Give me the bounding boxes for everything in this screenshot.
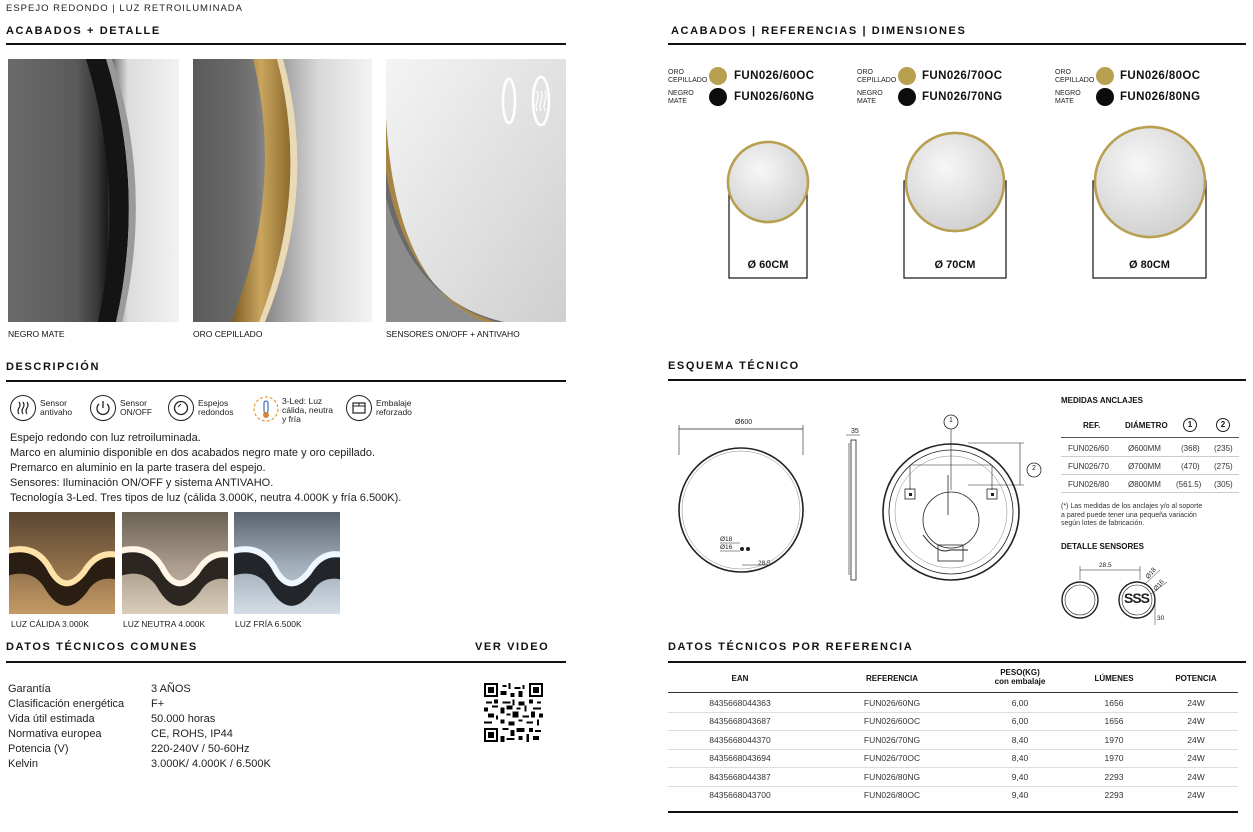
cell-ref: FUN026/60NG: [863, 698, 921, 708]
dim-d18: Ø18: [720, 536, 733, 543]
spec-label: Normativa europea: [8, 728, 102, 740]
description-line: Sensores: Iluminación ON/OFF y sistema ANTIVAHO.: [10, 477, 274, 489]
anchors-header: REF.: [1083, 421, 1101, 430]
divider: [668, 749, 1238, 750]
divider: [1061, 437, 1239, 438]
dim-depth: 35: [851, 428, 859, 435]
divider: [668, 692, 1238, 693]
cell-power: 24W: [1187, 735, 1205, 745]
table-header: REFERENCIA: [865, 674, 918, 683]
spec-label: Vida útil estimada: [8, 713, 95, 725]
anchors-cell: Ø600MM: [1128, 444, 1161, 453]
divider: [1061, 456, 1239, 457]
dim-diameter: Ø600: [735, 419, 753, 426]
divider: [668, 661, 1246, 663]
caption-oro-cepillado: ORO CEPILLADO: [193, 329, 263, 339]
photo-luz-calida: [9, 512, 115, 614]
cell-weight: 6,00: [1011, 698, 1029, 708]
dimension-label: Ø 60CM: [747, 259, 789, 271]
mirror-sensor-closeup: [386, 59, 566, 322]
cell-power: 24W: [1187, 772, 1205, 782]
description-line: Marco en aluminio disponible en dos acabados negro mate y oro cepillado.: [10, 447, 376, 459]
icon-label: Sensor ON/OFF: [120, 398, 153, 417]
references-title: ACABADOS | REFERENCIAS | DIMENSIONES: [671, 25, 967, 37]
divider: [668, 730, 1238, 731]
cell-ref: FUN026/80OC: [863, 790, 921, 800]
technical-scheme-title: ESQUEMA TÉCNICO: [668, 360, 800, 372]
anchors-cell: Ø800MM: [1128, 480, 1161, 489]
finish-label-gold: ORO CEPILLADO: [668, 69, 708, 84]
spec-value: CE, ROHS, IP44: [151, 728, 233, 740]
divider: [668, 379, 1246, 381]
ref-code: FUN026/70OC: [922, 70, 1003, 82]
cell-weight: 8,40: [1011, 753, 1029, 763]
gold-frame-edge: [193, 59, 372, 322]
spec-value: 3 AÑOS: [151, 683, 191, 695]
ver-video-link[interactable]: VER VIDEO: [475, 641, 550, 653]
reference-specs-title: DATOS TÉCNICOS POR REFERENCIA: [668, 641, 914, 653]
divider: [6, 380, 566, 382]
sensor-d16: Ø16: [1152, 578, 1166, 593]
anchors-header: DIÁMETRO: [1125, 421, 1168, 430]
table-header: EAN: [731, 674, 749, 683]
callout-1: 1: [949, 417, 953, 424]
finish-label-black: NEGRO MATE: [668, 90, 694, 105]
mirror-sizes-drawing: [668, 120, 1248, 280]
page-header: ESPEJO REDONDO | LUZ RETROILUMINADA: [6, 3, 243, 14]
caption-sensores: SENSORES ON/OFF + ANTIVAHO: [386, 329, 520, 339]
dim-spacing: 28.5: [758, 560, 771, 567]
caption-luz-neutra: LUZ NEUTRA 4.000K: [123, 619, 206, 629]
caption-luz-fria: LUZ FRÍA 6.500K: [235, 619, 302, 629]
ref-code: FUN026/60NG: [734, 91, 815, 103]
spec-value: 50.000 horas: [151, 713, 216, 725]
icon-label: Espejos redondos: [198, 398, 234, 417]
spec-value: 3.000K/ 4.000K / 6.500K: [151, 758, 271, 770]
finish-label-gold: ORO CEPILLADO: [857, 69, 897, 84]
divider: [6, 661, 566, 663]
cell-lumens: 1656: [1104, 698, 1124, 708]
anchors-header: 1: [1183, 418, 1197, 432]
common-specs-title: DATOS TÉCNICOS COMUNES: [6, 641, 198, 653]
cell-lumens: 2293: [1104, 772, 1124, 782]
feature-icons: [8, 395, 428, 429]
cell-weight: 9,40: [1011, 772, 1029, 782]
finish-label-black: NEGRO MATE: [857, 90, 883, 105]
description-line: Premarco en aluminio en la parte trasera del espejo.: [10, 462, 266, 474]
description-line: Espejo redondo con luz retroiluminada.: [10, 432, 201, 444]
round-mirror-icon: [168, 395, 194, 421]
sensor-spacing: 28.5: [1099, 562, 1112, 569]
dimension-label: Ø 80CM: [1129, 259, 1170, 271]
cell-power: 24W: [1187, 790, 1205, 800]
caption-luz-calida: LUZ CÁLIDA 3.000K: [11, 619, 89, 629]
gold-swatch: [709, 67, 727, 85]
icon-label: 3-Led: Luz cálida, neutra y fría: [282, 396, 334, 424]
power-icon: [90, 395, 116, 421]
cell-lumens: 1970: [1104, 735, 1124, 745]
divider: [668, 786, 1238, 787]
ref-code: FUN026/70NG: [922, 91, 1003, 103]
spec-label: Kelvin: [8, 758, 38, 770]
ref-code: FUN026/60OC: [734, 70, 815, 82]
black-swatch: [1096, 88, 1114, 106]
gold-swatch: [1096, 67, 1114, 85]
cell-ean: 8435668044387: [709, 772, 771, 782]
spec-value: 220-240V / 50-60Hz: [151, 743, 250, 755]
black-swatch: [709, 88, 727, 106]
cell-weight: 9,40: [1011, 790, 1029, 800]
sensors-title: DETALLE SENSORES: [1061, 542, 1144, 551]
anchors-note: (*) Las medidas de los anclajes y/o al soporte a pared puede tener una pequeña variación según lotes de fabricación.: [1061, 503, 1203, 527]
finishes-detail-title: ACABADOS + DETALLE: [6, 25, 161, 37]
cell-ref: FUN026/70NG: [863, 735, 921, 745]
anchors-cell: (305): [1214, 480, 1233, 489]
cell-lumens: 1656: [1104, 716, 1124, 726]
photo-luz-fria: [234, 512, 340, 614]
cell-lumens: 2293: [1104, 790, 1124, 800]
anchors-cell: (368): [1181, 444, 1200, 453]
cell-weight: 8,40: [1011, 735, 1029, 745]
table-header: PESO(KG) con embalaje: [994, 668, 1046, 686]
spec-label: Garantía: [8, 683, 51, 695]
thermometer-icon: [252, 395, 278, 421]
table-header: POTENCIA: [1175, 674, 1217, 683]
cell-ean: 8435668043687: [709, 716, 771, 726]
icon-label: Sensor antivaho: [40, 398, 73, 417]
cell-ean: 8435668044370: [709, 735, 771, 745]
icon-label: Embalaje reforzado: [376, 398, 412, 417]
dim-d16: Ø16: [720, 544, 733, 551]
anchors-cell: FUN026/70: [1068, 462, 1109, 471]
caption-negro-mate: NEGRO MATE: [8, 329, 65, 339]
spec-label: Clasificación energética: [8, 698, 125, 710]
dimension-label: Ø 70CM: [934, 259, 976, 271]
gold-swatch: [898, 67, 916, 85]
antifog-icon: [10, 395, 36, 421]
cell-ean: 8435668043694: [709, 753, 771, 763]
anchors-header: 2: [1216, 418, 1230, 432]
cell-power: 24W: [1187, 716, 1205, 726]
table-header: LÚMENES: [1094, 674, 1134, 683]
divider: [6, 43, 566, 45]
spec-value: F+: [151, 698, 165, 710]
photo-sensores: [386, 59, 566, 322]
description-title: DESCRIPCIÓN: [6, 361, 100, 373]
package-icon: [346, 395, 372, 421]
photo-luz-neutra: [122, 512, 228, 614]
callout-2: 2: [1032, 465, 1036, 472]
divider: [668, 43, 1246, 45]
photo-negro-mate: [8, 59, 179, 322]
qr-code[interactable]: [484, 683, 543, 742]
spec-label: Potencia (V): [8, 743, 69, 755]
cell-lumens: 1970: [1104, 753, 1124, 763]
sensor-d18: Ø18: [1144, 566, 1158, 581]
finish-label-gold: ORO CEPILLADO: [1055, 69, 1095, 84]
description-line: Tecnología 3-Led. Tres tipos de luz (cálida 3.000K, neutra 4.000K y fría 6.500K).: [10, 492, 402, 504]
anchors-title: MEDIDAS ANCLAJES: [1061, 396, 1143, 405]
divider: [668, 712, 1238, 713]
sensor-h30: 30: [1157, 615, 1165, 622]
anchors-cell: FUN026/80: [1068, 480, 1109, 489]
cell-power: 24W: [1187, 698, 1205, 708]
anchors-cell: (561.5): [1176, 480, 1202, 489]
anchors-cell: FUN026/60: [1068, 444, 1109, 453]
divider: [1061, 474, 1239, 475]
divider: [1061, 492, 1239, 493]
photo-oro-cepillado: [193, 59, 372, 322]
ref-code: FUN026/80NG: [1120, 91, 1201, 103]
cell-ref: FUN026/80NG: [863, 772, 921, 782]
anchors-cell: (275): [1214, 462, 1233, 471]
sensor-glyph: SSS: [1124, 590, 1150, 606]
anchors-cell: (235): [1214, 444, 1233, 453]
cell-ean: 8435668044363: [709, 698, 771, 708]
divider: [668, 811, 1238, 813]
black-frame-edge: [8, 59, 179, 322]
anchors-cell: (470): [1181, 462, 1200, 471]
cell-ref: FUN026/70OC: [863, 753, 921, 763]
black-swatch: [898, 88, 916, 106]
ref-code: FUN026/80OC: [1120, 70, 1201, 82]
cell-weight: 6,00: [1011, 716, 1029, 726]
finish-label-black: NEGRO MATE: [1055, 90, 1081, 105]
anchors-cell: Ø700MM: [1128, 462, 1161, 471]
cell-ref: FUN026/60OC: [863, 716, 921, 726]
divider: [668, 767, 1238, 768]
cell-power: 24W: [1187, 753, 1205, 763]
cell-ean: 8435668043700: [709, 790, 771, 800]
